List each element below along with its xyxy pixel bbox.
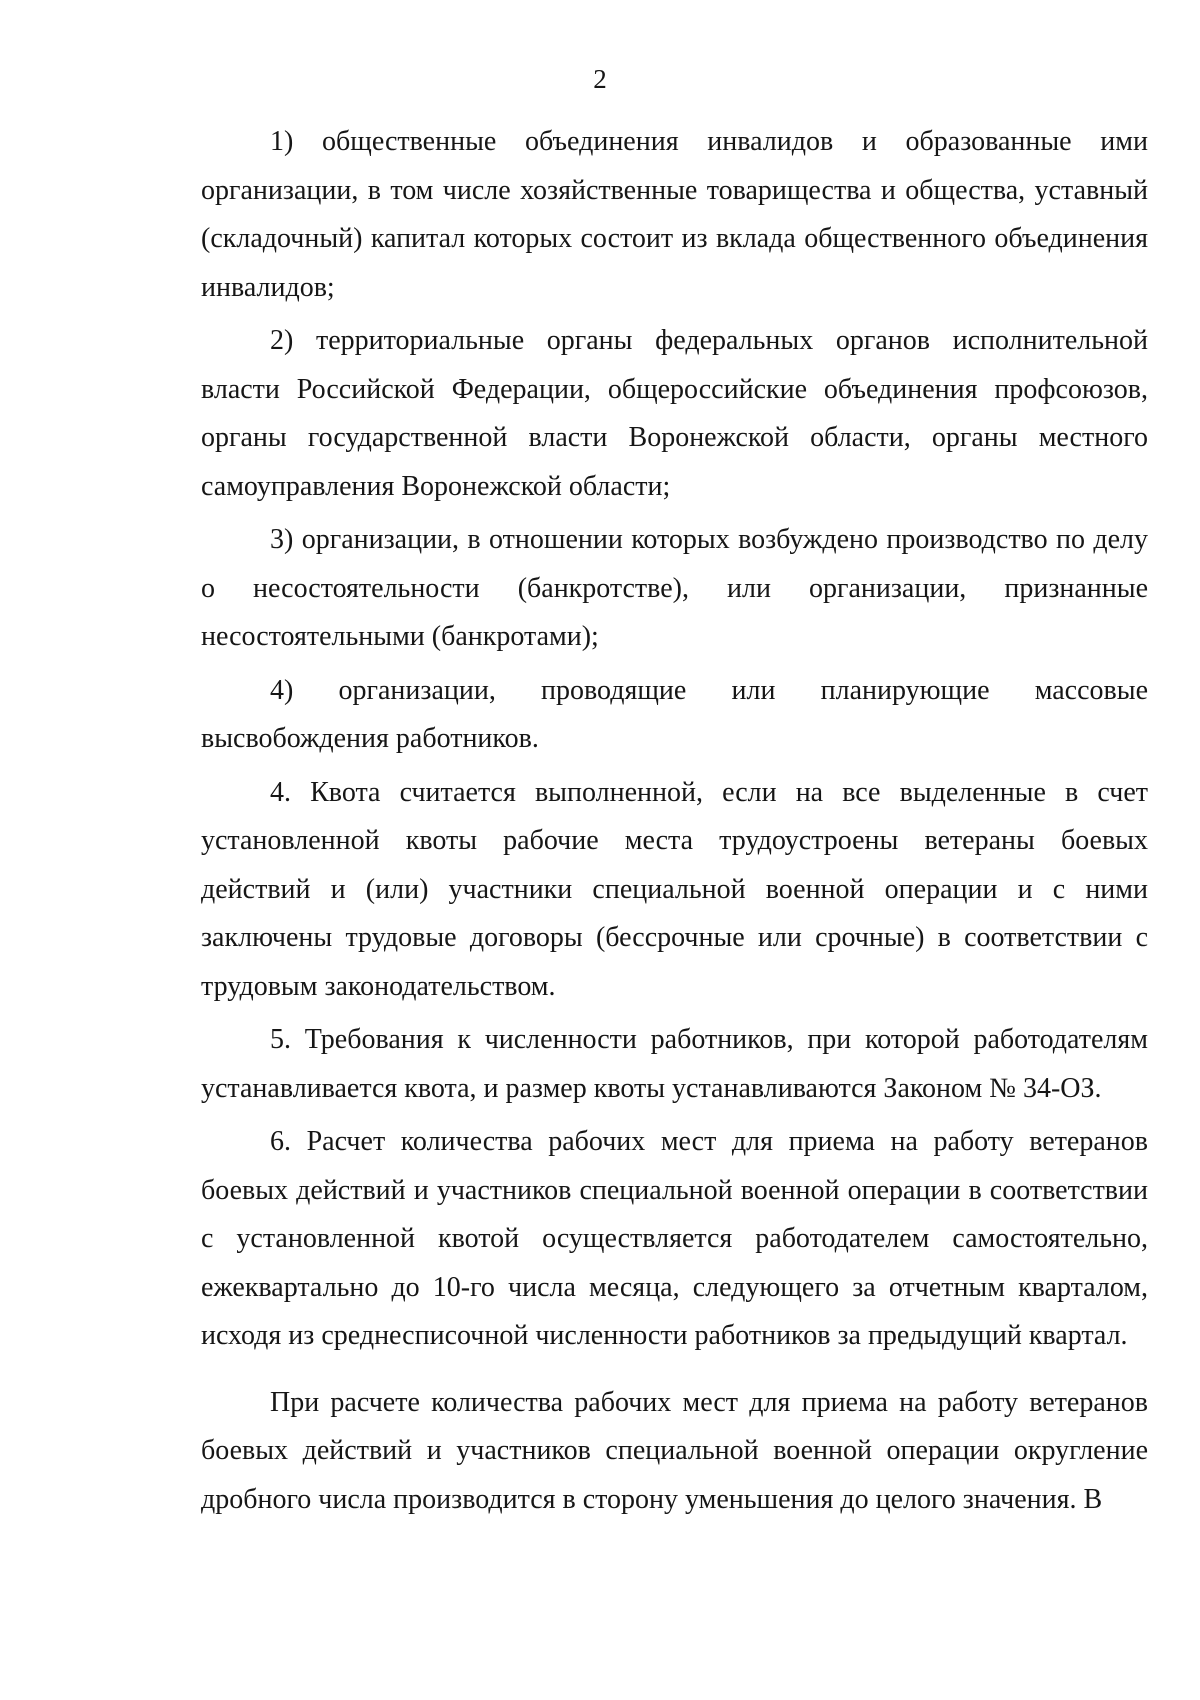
paragraph-item-1: 1) общественные объединения инвалидов и образованные ими организации, в том числе хозяйственные товарищества и общества, уставный (складочный) капитал которых состоит из вклада общественного объединения инвалидов;: [201, 126, 1148, 303]
paragraph-item-3: 3) организации, в отношении которых возбуждено производство по делу о несостоятельности (банкротстве), или организации, признанные несостоятельными (банкротами);: [201, 524, 1148, 652]
page-number: 2: [593, 64, 607, 94]
paragraph-rounding-rule: При расчете количества рабочих мест для приема на работу ветеранов боевых действий и участников специальной военной операции округление дробного числа производится в сторону уменьшения до целого значения. В: [201, 1386, 1148, 1515]
paragraph-clause-4: 4. Квота считается выполненной, если на все выделенные в счет установленной квоты рабочие места трудоустроены ветераны боевых действий и (или) участники специальной военной операции и с ними заключены трудовые договоры (бессрочные или срочные) в соответствии с трудовым законодательством.: [201, 776, 1148, 1002]
paragraph-clause-5: 5. Требования к численности работников, при которой работодателям устанавливается квота, и размер квоты устанавливаются Законом № 34-ОЗ.: [201, 1024, 1148, 1104]
paragraph-item-4: 4) организации, проводящие или планирующие массовые высвобождения работников.: [201, 674, 1148, 754]
document-body: [201, 118, 1148, 1529]
paragraph-item-2: 2) территориальные органы федеральных органов исполнительной власти Российской Федерации, общероссийские объединения профсоюзов, органы государственной власти Воронежской области, органы местного самоуправления Воронежской области;: [201, 325, 1148, 502]
paragraph-clause-6: 6. Расчет количества рабочих мест для приема на работу ветеранов боевых действий и участников специальной военной операции в соответствии с установленной квотой осуществляется работодателем самостоятельно, ежеквартально до 10-го числа месяца, следующего за отчетным кварталом, исходя из среднесписочной численности работников за предыдущий квартал.: [201, 1126, 1148, 1351]
